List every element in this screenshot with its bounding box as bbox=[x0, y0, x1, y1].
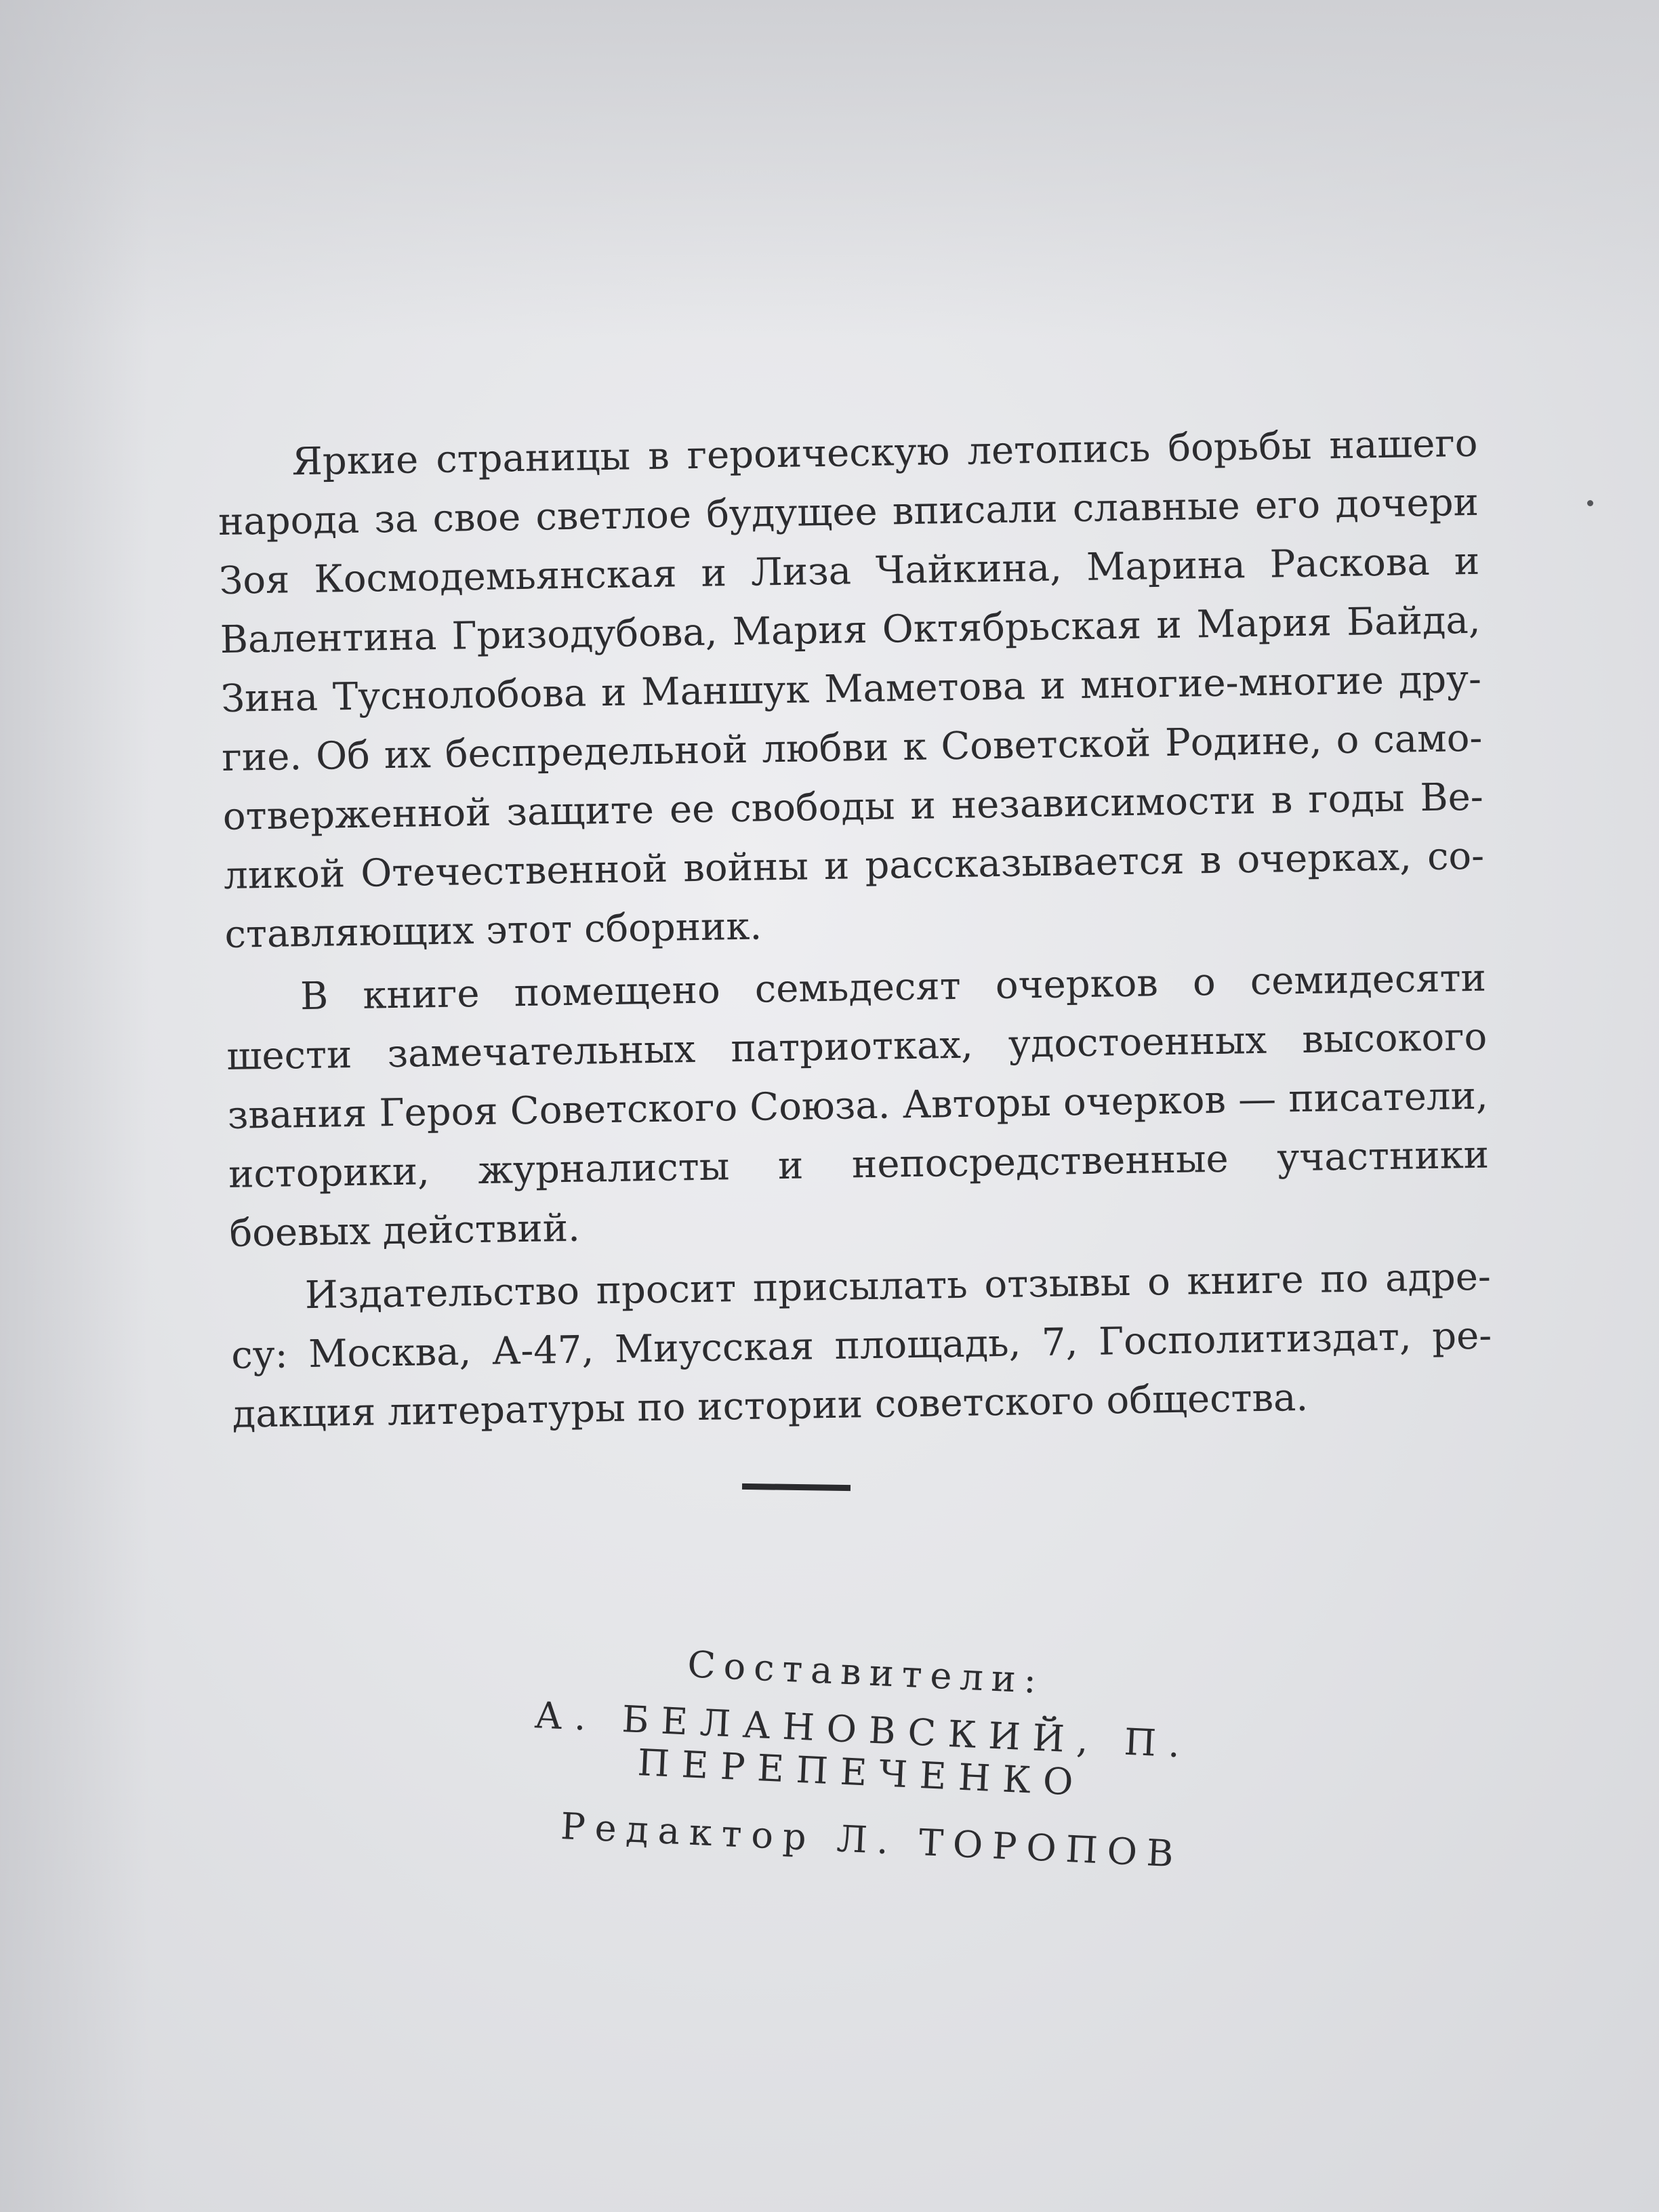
credits-block bbox=[316, 1626, 1408, 1885]
editor-line: Редактор Л. ТОРОПОВ bbox=[560, 1805, 1184, 1876]
paragraph-intro: Яркие страницы в героическую летопись борьбы нашего народа за свое светлое будущее вписали славные его дочери Зоя Космодемьянская и Лиза Чайкина, Марина Раскова и Валентина Гризодубова, Мария Октябрьская и Мария Байда, Зина Туснолобова и Маншук Маметова и многие-многие другие. Об их беспредельной любви к Советской Родине, о самоотверженной защите ее свободы и независимости в годы Великой Отечественной войны и рассказывается в очерках, составляющих этот сборник. bbox=[218, 421, 1485, 957]
page-shadow-left bbox=[0, 0, 149, 2212]
paragraph-contents: В книге помещено семьдесят очерков о семидесяти шести замечательных патриотках, удостоенных высокого звания Героя Советского Союза. Авторы очерков — писатели, историки, журналисты и непосредственные участники боевых действий. bbox=[226, 956, 1490, 1256]
annotation-text bbox=[217, 414, 1493, 1444]
compilers-names: А. БЕЛАНОВСКИЙ, П. ПЕРЕПЕЧЕНКО bbox=[533, 1694, 1193, 1805]
paragraph-publisher-address: Издательство просит присылать отзывы о книге по адресу: Москва, А-47, Миусская площадь, 7, Госполитиздат, редакция литературы по истории советского общества. bbox=[230, 1254, 1492, 1437]
paper-speck bbox=[1587, 500, 1593, 506]
page-shadow-top bbox=[0, 0, 1659, 339]
compilers-heading: Составители: bbox=[687, 1643, 1046, 1702]
divider-rule bbox=[742, 1483, 851, 1491]
